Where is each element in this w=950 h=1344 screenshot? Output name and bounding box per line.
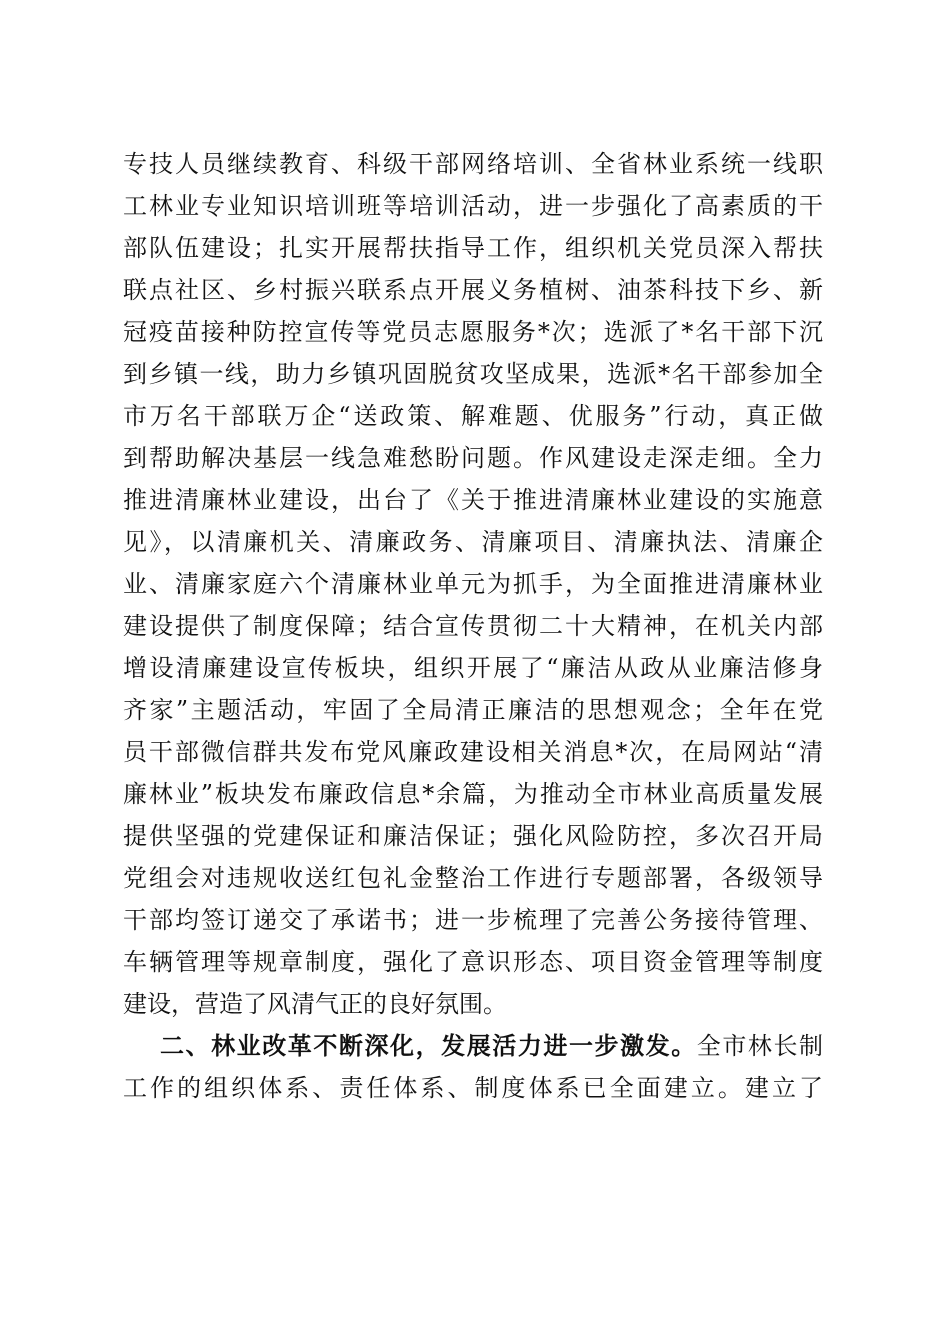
- text-line: 建设，营造了风清气正的良好氛围。: [123, 990, 507, 1018]
- text-line: 廉林业”板块发布廉政信息*余篇，为推动全市林业高质量发展: [123, 780, 823, 808]
- text-line: 建设提供了制度保障；结合宣传贯彻二十大精神，在机关内部: [123, 612, 823, 640]
- text-line: 见》，以清廉机关、清廉政务、清廉项目、清廉执法、清廉企: [123, 528, 823, 556]
- text-line: 联点社区、乡村振兴联系点开展义务植树、油茶科技下乡、新: [123, 276, 823, 304]
- text-line: 工林业专业知识培训班等培训活动，进一步强化了高素质的干: [123, 192, 823, 220]
- text-line: 干部均签订递交了承诺书；进一步梳理了完善公务接待管理、: [123, 906, 823, 934]
- text-line: 冠疫苗接种防控宣传等党员志愿服务*次；选派了*名干部下沉: [123, 318, 823, 346]
- text-line: 车辆管理等规章制度，强化了意识形态、项目资金管理等制度: [123, 948, 823, 976]
- text-line: 员干部微信群共发布党风廉政建设相关消息*次，在局网站“清: [123, 738, 823, 766]
- text-line: 专技人员继续教育、科级干部网络培训、全省林业系统一线职: [123, 150, 823, 178]
- text-line: 齐家”主题活动，牢固了全局清正廉洁的思想观念；全年在党: [123, 696, 823, 724]
- text-line: 业、清廉家庭六个清廉林业单元为抓手，为全面推进清廉林业: [123, 570, 823, 598]
- text-line: 市万名干部联万企“送政策、解难题、优服务”行动，真正做: [123, 402, 823, 430]
- text-line: 提供坚强的党建保证和廉洁保证；强化风险防控，多次召开局: [123, 822, 823, 850]
- text-line: 到乡镇一线，助力乡镇巩固脱贫攻坚成果，选派*名干部参加全: [123, 360, 823, 388]
- section-2-first-line: [160, 1026, 823, 1066]
- section-2-text: 全市林长制: [696, 1032, 824, 1060]
- text-line: 部队伍建设；扎实开展帮扶指导工作，组织机关党员深入帮扶: [123, 234, 823, 262]
- text-line: 到帮助解决基层一线急难愁盼问题。作风建设走深走细。全力: [123, 444, 823, 472]
- text-line: 推进清廉林业建设，出台了《关于推进清廉林业建设的实施意: [123, 486, 823, 514]
- section-heading: 二、林业改革不断深化，发展活力进一步激发。: [160, 1032, 697, 1060]
- text-line: 增设清廉建设宣传板块，组织开展了“廉洁从政从业廉洁修身: [123, 654, 823, 682]
- text-line: 党组会对违规收送红包礼金整治工作进行专题部署，各级领导: [123, 864, 823, 892]
- text-line: 工作的组织体系、责任体系、制度体系已全面建立。建立了: [123, 1074, 823, 1102]
